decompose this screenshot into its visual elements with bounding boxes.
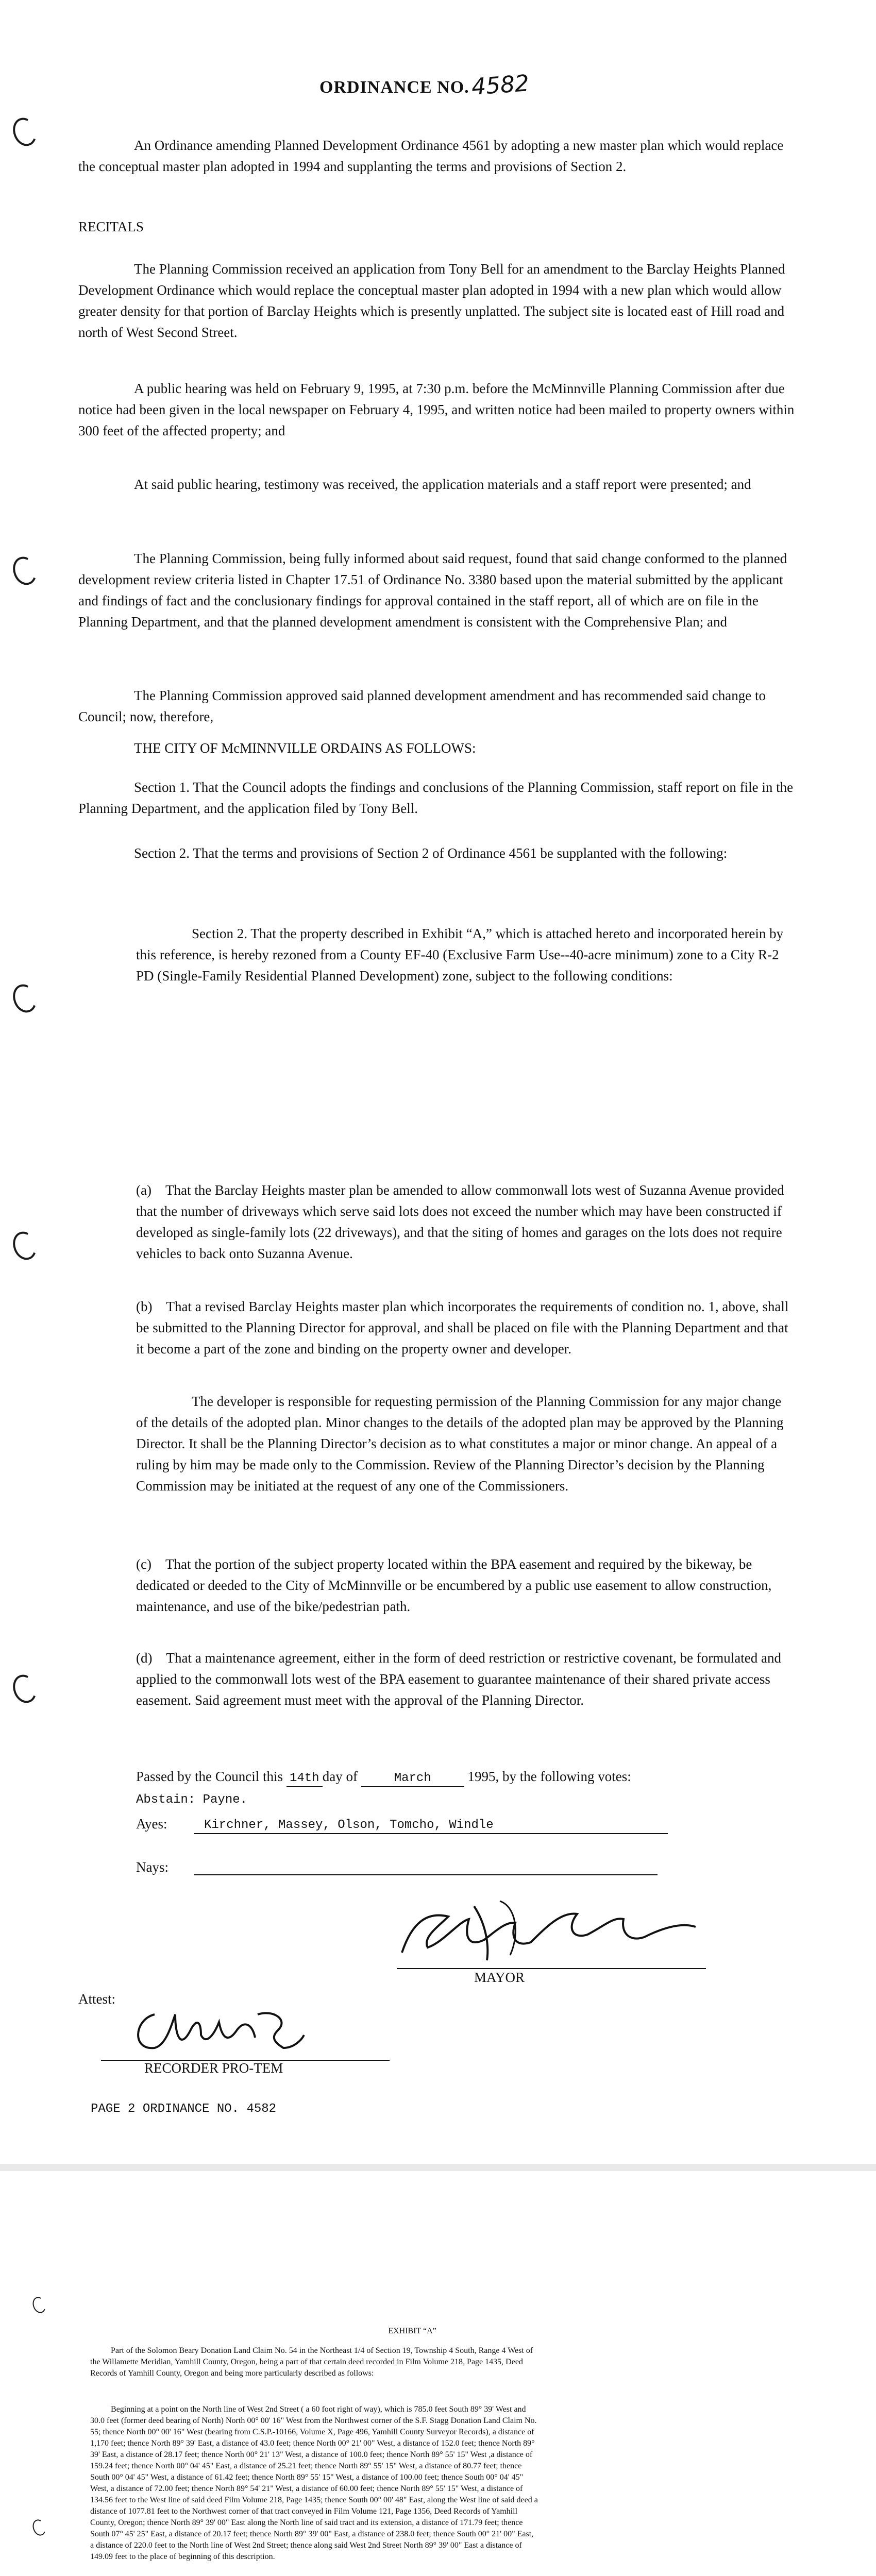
exhibit-intro: Part of the Solomon Beary Donation Land Claim No. 54 in the Northeast 1/4 of Section 19, Township 4 South, Range 4 West of the Willamette Meridian, Yamhill County, Oregon, being a part of that certain deed recorded in Film Volume 218, Page 1435, Deed Records of Yamhill County, Oregon and being more particularly described as follows:: [90, 2346, 533, 2378]
punch-hole-icon: [9, 1228, 40, 1263]
ordinance-title: [319, 72, 557, 103]
recital-paragraph: The Planning Commission, being fully informed about said request, found that said change conformed to the planned development review criteria listed in Chapter 17.51 of Ordinance No. 3380 based upon the material submitted by the applicant and findings of fact and the conclusionary findings for approval contained in the staff report, all of which are on file in the Planning Department, and that the planned development amendment is consistent with the Comprehensive Plan; and: [78, 551, 787, 630]
recital-paragraph: The Planning Commission received an application from Tony Bell for an amendment to the Barclay Heights Planned Development Ordinance which would replace the conceptual master plan adopted in 1994 with a new plan which would allow greater density for that portion of Barclay Heights which is presently unplatted. The subject site is located east of Hill road and north of West Second Street.: [78, 261, 785, 340]
passed-day: 14th: [287, 1771, 323, 1787]
developer-paragraph: The developer is responsible for requesting permission of the Planning Commission for any major change of the details of the adopted plan. Minor changes to the details of the adopted plan may be approved by the Planning Director. It shall be the Planning Director’s decision as to what constitutes a major or minor change. An appeal of a ruling by him may be made only to the Commission. Review of the Planning Director’s decision by the Planning Commission may be initiated at the request of any one of the Commissioners.: [136, 1394, 784, 1494]
punch-hole-icon: [30, 2518, 47, 2537]
condition-c: (c) That the portion of the subject property located within the BPA easement and required by the bikeway, be dedicated or deeded to the City of McMinnville or be encumbered by a public use easement to allow construction, maintenance, and use of the bike/pedestrian path.: [136, 1556, 772, 1614]
recital-paragraph: A public hearing was held on February 9, 1995, at 7:30 p.m. before the McMinnville Planning Commission after due notice had been given in the local newspaper on February 4, 1995, and written notice had been mailed to property owners within 300 feet of the affected property; and: [78, 381, 795, 438]
recital-paragraph: At said public hearing, testimony was received, the application materials and a staff report were presented; and: [134, 477, 751, 492]
exhibit-a-page: [0, 2171, 876, 2576]
passed-month: March: [361, 1771, 464, 1787]
condition-a: (a) That the Barclay Heights master plan be amended to allow commonwall lots west of Suzanna Avenue provided that the number of driveways which serve said lots does not exceed the number which may have been constructed if developed as single-family lots (22 driveways), and that the siting of homes and garages on the lots does not require vehicles to back onto Suzanna Avenue.: [136, 1182, 784, 1261]
recitals-heading: RECITALS: [78, 219, 144, 234]
condition-d: (d) That a maintenance agreement, either in the form of deed restriction or restrictive covenant, be formulated and applied to the commonwall lots west of the BPA easement to guarantee maintenance of their shared private access easement. Said agreement must meet with the approval of the Planning Director.: [136, 1650, 781, 1708]
punch-hole-icon: [9, 1671, 40, 1706]
ordains-heading: THE CITY OF McMINNVILLE ORDAINS AS FOLLOWS:: [134, 740, 476, 756]
ayes-label: Ayes:: [136, 1816, 167, 1832]
exhibit-title: EXHIBIT “A”: [388, 2327, 436, 2335]
nays-label: Nays:: [136, 1859, 169, 1875]
mayor-signature: [392, 1891, 711, 1963]
passed-prefix: Passed by the Council this: [136, 1769, 283, 1784]
ordinance-number-handwritten: 4582: [470, 70, 530, 100]
condition-b: (b) That a revised Barclay Heights master plan which incorporates the requirements of condition no. 1, above, shall be submitted to the Planning Director for approval, and shall be placed on file with the Planning Department and that it become a part of the zone and binding on the property owner and developer.: [136, 1299, 789, 1357]
punch-hole-icon: [9, 553, 40, 588]
passed-line: [136, 1766, 806, 1787]
nays-line: [194, 1874, 658, 1875]
ordinance-title-prefix: ORDINANCE NO.: [319, 78, 469, 97]
recital-paragraph: The Planning Commission approved said planned development amendment and has recommended said change to Council; now, therefore,: [78, 688, 766, 724]
punch-hole-icon: [9, 114, 40, 149]
mayor-label: MAYOR: [474, 1970, 525, 1985]
exhibit-legal-description: Beginning at a point on the North line of West 2nd Street ( a 60 foot right of way), which is 785.0 feet South 89° 39' West and 30.0 feet (former deed bearing of North) North 00° 00' 16" West from the Northwest corner of the S.F. Stagg Donation Land Claim No. 55; thence North 00° 00' 16" West (bearing from C.S.P.-10166, Volume X, Page 496, Yamhill County Surveyor Records), a distance of 1,170 feet; thence North 89° 39' East, a distance of 43.0 feet; thence North 00° 21' 00" West, a distance of 152.0 feet; thence North 89° 39' East, a distance of 28.17 feet; thence North 00° 21' 13" West, a distance of 100.0 feet; thence North 89° 55' 15" West ,a distance of 159.24 feet; thence North 00° 04' 45" East, a distance of 25.21 feet; thence North 89° 55' 15" West, a distance of 80.77 feet; thence South 00° 04' 45" West, a distance of 61.42 feet; thence North 89° 55' 15" West, a distance of 100.00 feet; thence South 00° 04' 45" West, a distance of 72.00 feet; thence North 89° 54' 21" West, a distance of 60.00 feet; thence North 89° 55' 15" West, a distance of 134.56 feet to the West line of said deed Film Volume 218, Page 1435; thence South 00° 00' 48" East, along the West line of said deed a distance of 1077.81 feet to the Northwest corner of that tract conveyed in Film Volume 121, Page 1356, Deed Records of Yamhill County, Oregon; thence North 89° 39' 00" East along the North line of said tract and its extension, a distance of 171.79 feet; thence South 07° 45' 25" East, a distance of 20.17 feet; thence North 89° 39' 00" East, a distance of 238.0 feet; thence South 00° 21' 00" East, a distance of 220.0 feet to the North line of West 2nd Street; thence along said West 2nd Street North 89° 39' 00" East a distance of 149.09 feet to the place of beginning of this description.: [90, 2405, 538, 2561]
ordinance-intro: An Ordinance amending Planned Development Ordinance 4561 by adopting a new master plan which would replace the conceptual master plan adopted in 1994 and supplanting the terms and provisions of Section 2.: [78, 138, 784, 174]
passed-day-of: day of: [322, 1769, 358, 1784]
attest-label: Attest:: [78, 1991, 115, 2007]
ayes-value: Kirchner, Massey, Olson, Tomcho, Windle: [194, 1818, 668, 1834]
passed-suffix: 1995, by the following votes:: [467, 1769, 631, 1784]
punch-hole-icon: [9, 981, 40, 1016]
section-2-body: Section 2. That the property described in Exhibit “A,” which is attached hereto and incorporated herein by this reference, is hereby rezoned from a County EF-40 (Exclusive Farm Use--40-acre minimum) zone to a City R-2 PD (Single-Family Residential Planned Development) zone, subject to the following conditions:: [136, 926, 784, 984]
section-1: Section 1. That the Council adopts the findings and conclusions of the Planning Commission, staff report on file in the Planning Department, and the application filed by Tony Bell.: [78, 779, 794, 816]
recorder-label: RECORDER PRO-TEM: [144, 2060, 283, 2076]
punch-hole-icon: [30, 2295, 47, 2315]
section-2: Section 2. That the terms and provisions of Section 2 of Ordinance 4561 be supplanted with the following:: [134, 845, 728, 861]
page-footer: PAGE 2 ORDINANCE NO. 4582: [91, 2102, 277, 2116]
abstain-line: Abstain: Payne.: [136, 1793, 248, 1807]
recorder-signature: [124, 1999, 309, 2061]
